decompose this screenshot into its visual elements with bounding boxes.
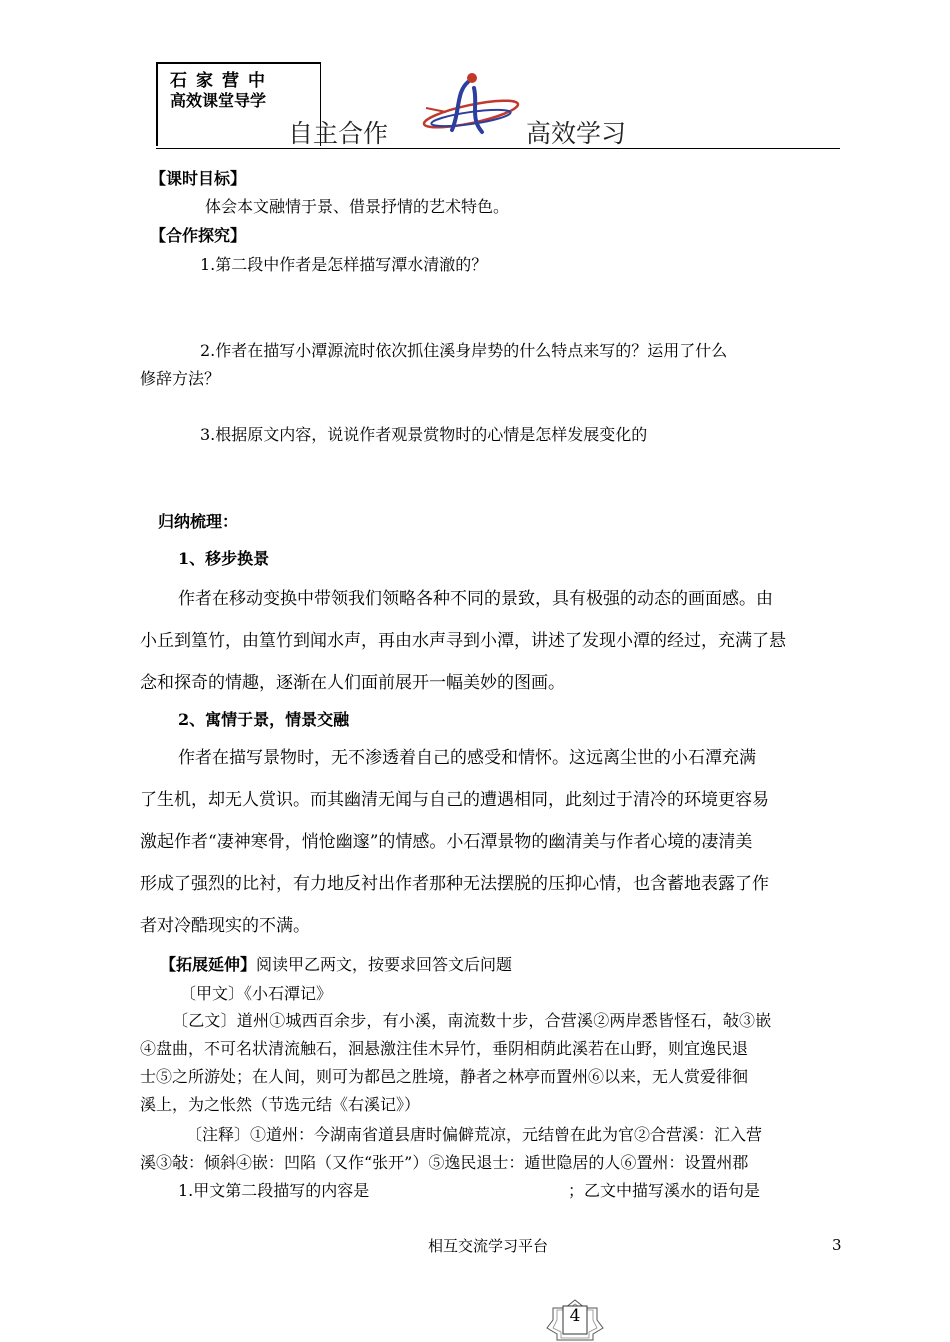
summary-paragraph-2-line: 形成了强烈的比衬，有力地反衬出作者那种无法摆脱的压抑心情，也含蓄地表露了作 — [140, 874, 769, 894]
summary-paragraph-1-line: 小丘到篁竹，由篁竹到闻水声，再由水声寻到小潭，讲述了发现小潭的经过，充满了悬 — [140, 631, 786, 651]
explore-label: 【合作探究】 — [150, 226, 247, 245]
header-divider — [156, 148, 840, 149]
summary-heading-2: 2、寓情于景，情景交融 — [178, 710, 350, 729]
extend-label: 【拓展延伸】 — [160, 955, 257, 974]
extend-question-1-part-2: ；乙文中描写溪水的语句是 — [568, 1181, 761, 1200]
slogan-left: 自主合作 — [288, 119, 389, 148]
extend-note-line: 〔注释〕①道州：今湖南省道县唐时偏僻荒凉，元结曾在此为官②合营溪：汇入营 — [186, 1125, 763, 1144]
extend-yi-line: 〔乙文〕道州①城西百余步，有小溪，南流数十步，合营溪②两岸悉皆怪石，敧③嵌 — [172, 1011, 772, 1030]
extend-yi-line: 溪上，为之怅然（节选元结《右溪记》） — [140, 1095, 421, 1114]
extend-line — [160, 954, 512, 976]
summary-heading-1: 1、移步换景 — [178, 549, 270, 568]
footer-platform: 相互交流学习平台 — [428, 1237, 549, 1255]
extend-intro: 阅读甲乙两文，按要求回答文后问题 — [256, 955, 513, 974]
summary-paragraph-1-line: 念和探奇的情趣，逐渐在人们面前展开一幅美妙的图画。 — [140, 673, 565, 693]
explore-question-2-line-1: 2.作者在描写小潭源流时依次抓住溪身岸势的什么特点来写的？运用了什么 — [200, 341, 728, 360]
summary-label: 归纳梳理： — [158, 512, 239, 531]
extend-yi-line: 士⑤之所游处；在人间，则可为都邑之胜境，静者之林亭而置州⑥以来，无人赏爱徘徊 — [140, 1067, 749, 1086]
extend-note-line: 溪③敧：倾斜④嵌：凹陷（又作“张开”）⑤逸民退士：遁世隐居的人⑥置州：设置州郡 — [140, 1153, 749, 1172]
slogan-right: 高效学习 — [526, 119, 627, 148]
school-logo-icon — [416, 68, 526, 148]
extend-question-1-part-1: 1.甲文第二段描写的内容是 — [178, 1181, 370, 1200]
summary-paragraph-1-line: 作者在移动变换中带领我们领略各种不同的景致，具有极强的动态的画面感。由 — [178, 589, 773, 609]
goals-text: 体会本文融情于景、借景抒情的艺术特色。 — [205, 197, 510, 216]
explore-question-3: 3.根据原文内容，说说作者观景赏物时的心情是怎样发展变化的 — [200, 425, 648, 444]
summary-paragraph-2-line: 作者在描写景物时，无不渗透着自己的感受和情怀。这远离尘世的小石潭充满 — [178, 748, 756, 768]
goals-label: 【课时目标】 — [150, 169, 247, 188]
header-subtitle: 高效课堂导学 — [170, 91, 267, 110]
page-badge-number: 4 — [569, 1306, 581, 1326]
explore-question-1: 1.第二段中作者是怎样描写潭水清澈的？ — [200, 255, 488, 274]
extend-yi-line: ④盘曲，不可名状清流触石，洄悬激注佳木异竹，垂阴相荫此溪若在山野，则宜逸民退 — [140, 1039, 749, 1058]
explore-question-2-line-2: 修辞方法？ — [140, 369, 221, 388]
summary-paragraph-2-line: 者对冷酷现实的不满。 — [140, 916, 310, 936]
page-number: 3 — [832, 1236, 842, 1254]
summary-paragraph-2-line: 激起作者“凄神寒骨，悄怆幽邃”的情感。小石潭景物的幽清美与作者心境的凄清美 — [140, 832, 753, 852]
school-name: 石家营中 — [170, 71, 274, 91]
extend-jia-title: 〔甲文〕《小石潭记》 — [180, 984, 333, 1003]
summary-paragraph-2-line: 了生机，却无人赏识。而其幽清无闻与自己的遭遇相同，此刻过于清冷的环境更容易 — [140, 790, 769, 810]
